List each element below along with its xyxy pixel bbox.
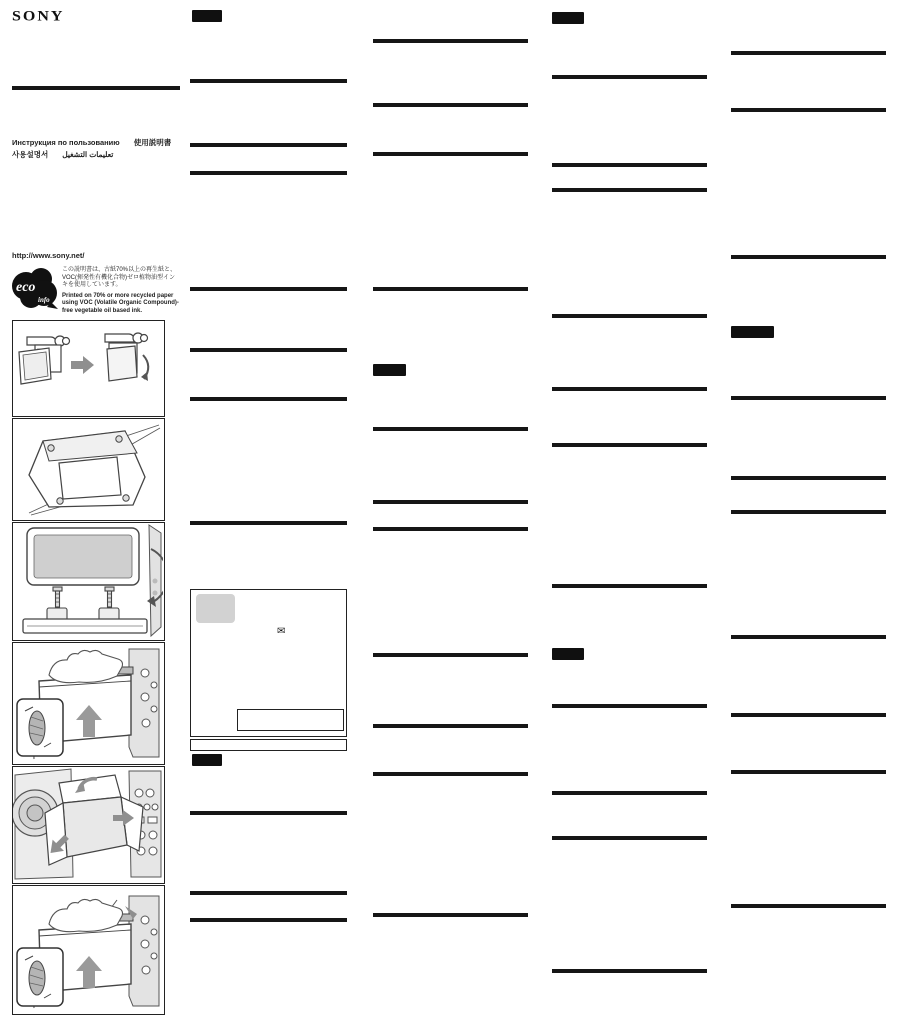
section-rule	[373, 103, 528, 107]
section-rule	[731, 713, 886, 717]
section-rule	[552, 163, 707, 167]
figure-hood-flaps-open	[12, 766, 165, 884]
section-rule	[552, 791, 707, 795]
sony-url: http://www.sony.net/	[12, 251, 85, 260]
section-rule	[373, 152, 528, 156]
slim-reference-box	[190, 739, 347, 751]
section-tag-col5	[731, 326, 774, 338]
figure-remove-hood-hand	[12, 885, 165, 1015]
sony-logo: SONY	[12, 8, 65, 25]
section-rule	[552, 443, 707, 447]
envelope-icon: ✉	[277, 626, 286, 637]
section-rule	[731, 396, 886, 400]
section-rule	[731, 255, 886, 259]
section-rule	[373, 527, 528, 531]
section-rule	[190, 918, 347, 922]
section-rule	[552, 584, 707, 588]
eco-info-icon	[11, 266, 59, 310]
note-inner-box	[237, 709, 344, 731]
section-rule	[190, 287, 347, 291]
section-rule	[373, 427, 528, 431]
section-rule	[731, 108, 886, 112]
section-rule	[373, 500, 528, 504]
section-rule	[373, 653, 528, 657]
manual-title-line-1	[12, 137, 171, 148]
title-arabic: تعليمات التشغيل	[62, 150, 114, 159]
section-rule	[731, 510, 886, 514]
fig4-illustration	[13, 643, 163, 762]
section-tag-col2-top	[192, 10, 222, 22]
section-rule	[731, 904, 886, 908]
eco-info-badge	[11, 266, 59, 310]
section-rule	[373, 913, 528, 917]
masthead-rule	[12, 86, 180, 90]
manual-title-line-2	[12, 149, 113, 160]
section-rule	[190, 811, 347, 815]
section-rule	[552, 314, 707, 318]
eco-statement-english: Printed on 70% or more recycled paper using VOC (Volatile Organic Compound)-free vegetable oil based ink.	[62, 292, 179, 314]
section-rule	[731, 770, 886, 774]
section-rule	[190, 171, 347, 175]
section-rule	[190, 521, 347, 525]
section-tag-col4-mid	[552, 648, 584, 660]
title-chinese: 使用説明書	[133, 138, 172, 147]
section-rule	[552, 188, 707, 192]
section-rule	[373, 724, 528, 728]
section-rule	[190, 348, 347, 352]
section-rule	[731, 51, 886, 55]
section-rule	[190, 79, 347, 83]
section-tag-col3	[373, 364, 406, 376]
note-box	[190, 589, 347, 737]
section-rule	[552, 75, 707, 79]
eco-statement	[62, 267, 180, 315]
fig1-illustration	[13, 321, 163, 414]
figure-screen-screws	[12, 522, 165, 641]
section-rule	[373, 772, 528, 776]
section-tag-col2-mid	[192, 754, 222, 766]
fig2-illustration	[13, 419, 163, 518]
section-tag-col4-top	[552, 12, 584, 24]
fig6-illustration	[13, 886, 163, 1012]
note-box-label-chip	[196, 594, 235, 623]
section-rule	[552, 387, 707, 391]
section-rule	[373, 287, 528, 291]
fig5-illustration	[13, 767, 163, 881]
svg-text:info: info	[38, 296, 50, 304]
figure-mount-hood-hand	[12, 642, 165, 765]
section-rule	[552, 836, 707, 840]
eco-statement-japanese: この説明書は、古紙70%以上の再生紙と、VOC(揮発性有機化合物)ゼロ植物油型インキを使用しています。	[62, 267, 177, 288]
section-rule	[373, 39, 528, 43]
section-rule	[190, 143, 347, 147]
figure-attach-hood-steps	[12, 320, 165, 417]
title-russian: Инструкция по пользованию	[12, 138, 120, 147]
section-rule	[190, 891, 347, 895]
svg-text:eco: eco	[16, 280, 36, 295]
section-rule	[552, 969, 707, 973]
section-rule	[190, 397, 347, 401]
figure-hood-frame	[12, 418, 165, 521]
title-korean: 사용설명서	[12, 150, 49, 159]
section-rule	[731, 476, 886, 480]
section-rule	[552, 704, 707, 708]
section-rule	[731, 635, 886, 639]
fig3-illustration	[13, 523, 163, 638]
